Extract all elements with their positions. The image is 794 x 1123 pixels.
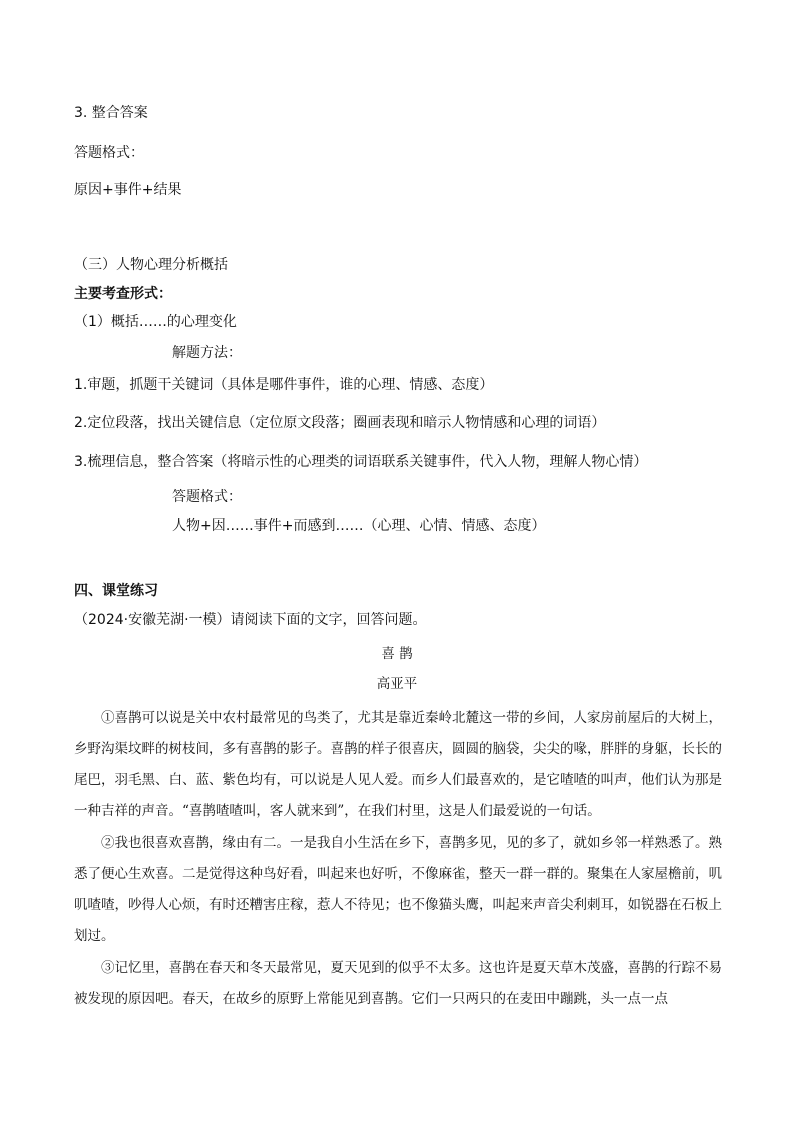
method-step-3: 3.梳理信息，整合答案（将暗示性的心理类的词语联系关键事件，代入人物，理解人物心情）	[74, 454, 648, 470]
part3-heading: （三）人物心理分析概括	[74, 257, 228, 273]
article-paragraph-3: ③记忆里，喜鹊在春天和冬天最常见，夏天见到的似乎不太多。这也许是夏天草木茂盛，喜鹊的行踪不易被发现的原因吧。春天，在故乡的原野上常能见到喜鹊。它们一只两只的在麦田中蹦跳，头一点一点	[74, 960, 722, 1007]
answer-format-label-2: 答题格式：	[172, 489, 242, 505]
part4-heading: 四、课堂练习	[74, 583, 158, 599]
answer-format-label-1: 答题格式：	[74, 145, 144, 161]
method-label: 解题方法：	[172, 345, 242, 361]
answer-format-formula-2: 人物+因……事件+而感到……（心理、心情、情感、态度）	[172, 518, 546, 534]
exam-form-item-1: （1）概括……的心理变化	[74, 314, 237, 330]
article-title: 喜 鹊	[381, 646, 413, 662]
article-author: 高亚平	[376, 676, 418, 692]
exercise-instruction: （2024·安徽芜湖·一模）请阅读下面的文字，回答问题。	[74, 612, 427, 628]
method-step-2: 2.定位段落，找出关键信息（定位原文段落；圈画表现和暗示人物情感和心理的词语）	[74, 415, 606, 431]
exam-form-label: 主要考查形式：	[74, 286, 172, 302]
answer-format-formula-1: 原因+事件+结果	[74, 182, 182, 198]
article-paragraph-1: ①喜鹊可以说是关中农村最常见的鸟类了，尤其是靠近秦岭北麓这一带的乡间，人家房前屋后的大树上，乡野沟渠坟畔的树枝间，多有喜鹊的影子。喜鹊的样子很喜庆，圆圆的脑袋，尖尖的喙，胖胖的身躯，长长的尾巴，羽毛黑、白、蓝、紫色均有，可以说是人见人爱。而乡人们最喜欢的，是它喳喳的叫声，他们认为那是一种吉祥的声音。“喜鹊喳喳叫，客人就来到”，在我们村里，这是人们最爱说的一句话。	[74, 710, 722, 819]
step3-heading: 3. 整合答案	[74, 105, 148, 121]
article-paragraph-2: ②我也很喜欢喜鹊，缘由有二。一是我自小生活在乡下，喜鹊多见，见的多了，就如乡邻一样熟悉了。熟悉了便心生欢喜。二是觉得这种鸟好看，叫起来也好听，不像麻雀，整天一群一群的。聚集在人家屋檐前，叽叽喳喳，吵得人心烦，有时还糟害庄稼，惹人不待见；也不像猫头鹰，叫起来声音尖利刺耳，如锐器在石板上划过。	[74, 835, 722, 944]
method-step-1: 1.审题，抓题干关键词（具体是哪件事件，谁的心理、情感、态度）	[74, 377, 494, 393]
